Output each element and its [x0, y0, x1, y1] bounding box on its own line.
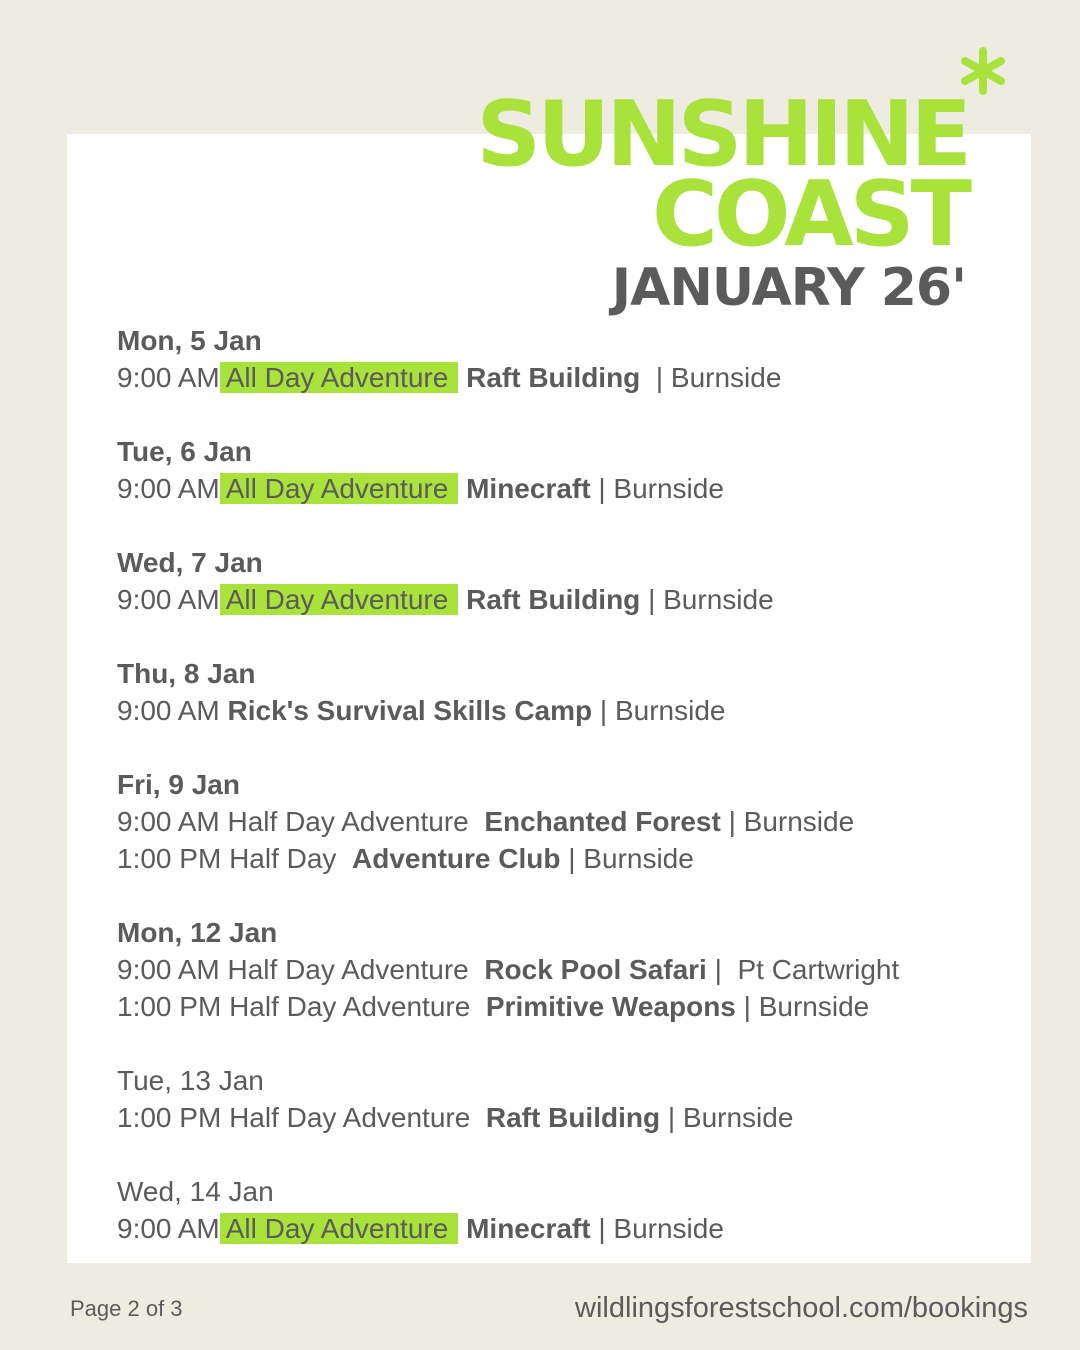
session-type: Half Day Adventure	[227, 954, 469, 985]
session-type: All Day Adventure	[220, 584, 459, 615]
schedule-day	[117, 655, 899, 729]
day-date: Tue, 6 Jan	[117, 436, 252, 467]
session-line	[117, 581, 899, 618]
day-date: Tue, 13 Jan	[117, 1065, 264, 1096]
session-location: | Burnside	[560, 843, 694, 874]
title-line-1: SUNSHINE	[476, 82, 968, 187]
session-activity: Raft Building	[466, 584, 641, 615]
session-location: | Burnside	[660, 1102, 794, 1133]
session-time: 9:00 AM	[117, 473, 220, 504]
day-date: Wed, 14 Jan	[117, 1176, 274, 1207]
schedule-day	[117, 433, 899, 507]
session-activity: Raft Building	[466, 362, 641, 393]
schedule-day	[117, 544, 899, 618]
title-line-2: COAST	[651, 161, 968, 267]
day-date: Thu, 8 Jan	[117, 658, 256, 689]
schedule-day	[117, 322, 899, 396]
session-location: | Burnside	[590, 1213, 724, 1244]
session-location: | Pt Cartwright	[706, 954, 900, 985]
session-time: 1:00 PM	[117, 1102, 222, 1133]
session-line	[117, 840, 899, 877]
session-line	[117, 1210, 899, 1247]
session-location: | Burnside	[590, 473, 724, 504]
session-location: | Burnside	[640, 584, 774, 615]
schedule-list	[117, 322, 899, 1284]
session-activity: Enchanted Forest	[484, 806, 721, 837]
day-date: Fri, 9 Jan	[117, 769, 240, 800]
month-subtitle: JANUARY 26'	[611, 258, 966, 318]
session-line	[117, 951, 899, 988]
session-line	[117, 803, 899, 840]
session-type: All Day Adventure	[220, 362, 459, 393]
session-line	[117, 1099, 899, 1136]
session-activity: Minecraft	[466, 473, 591, 504]
session-activity: Minecraft	[466, 1213, 591, 1244]
day-date: Wed, 7 Jan	[117, 547, 263, 578]
session-type: Half Day Adventure	[227, 806, 469, 837]
session-activity: Rick's Survival Skills Camp	[227, 695, 593, 726]
session-time: 9:00 AM	[117, 362, 220, 393]
session-line	[117, 470, 899, 507]
session-time: 1:00 PM	[117, 843, 222, 874]
session-activity: Primitive Weapons	[485, 991, 736, 1022]
session-type: All Day Adventure	[220, 473, 459, 504]
session-time: 9:00 AM	[117, 695, 220, 726]
bookings-url[interactable]: wildlingsforestschool.com/bookings	[575, 1292, 1028, 1324]
session-time: 9:00 AM	[117, 806, 220, 837]
session-activity: Raft Building	[485, 1102, 661, 1133]
session-line	[117, 359, 899, 396]
session-location: | Burnside	[735, 991, 870, 1022]
session-line	[117, 692, 899, 729]
session-type: All Day Adventure	[220, 1213, 459, 1244]
session-time: 9:00 AM	[117, 1213, 220, 1244]
session-line	[117, 988, 899, 1025]
schedule-day	[117, 914, 899, 1025]
session-activity: Rock Pool Safari	[484, 954, 707, 985]
session-location: | Burnside	[720, 806, 855, 837]
session-type: Half Day Adventure	[229, 1102, 471, 1133]
day-date: Mon, 12 Jan	[117, 917, 278, 948]
day-date: Mon, 5 Jan	[117, 325, 262, 356]
session-time: 9:00 AM	[117, 954, 220, 985]
session-time: 1:00 PM	[117, 991, 222, 1022]
session-type: Half Day Adventure	[229, 991, 471, 1022]
page-number: Page 2 of 3	[70, 1296, 183, 1321]
schedule-day	[117, 766, 899, 877]
session-location: | Burnside	[640, 362, 782, 393]
schedule-day	[117, 1062, 899, 1136]
schedule-day	[117, 1173, 899, 1247]
session-location: | Burnside	[592, 695, 726, 726]
session-time: 9:00 AM	[117, 584, 220, 615]
session-type: Half Day	[229, 843, 337, 874]
page-title	[476, 82, 968, 267]
session-activity: Adventure Club	[352, 843, 561, 874]
